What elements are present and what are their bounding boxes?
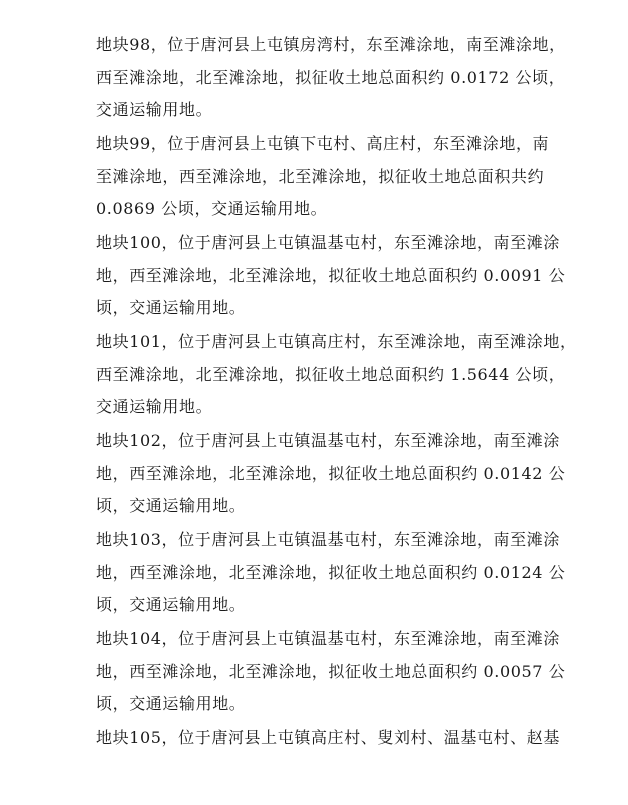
text-line: 地，西至滩涂地，北至滩涂地，拟征收土地总面积约 0.0124 公 (96, 563, 566, 582)
text-line: 地块101，位于唐河县上屯镇高庄村，东至滩涂地，南至滩涂地， (96, 332, 577, 351)
text-line: 顷，交通运输用地。 (96, 595, 246, 614)
parcel-paragraph-103 (96, 523, 566, 620)
text-line: 地，西至滩涂地，北至滩涂地，拟征收土地总面积约 0.0057 公 (96, 662, 566, 681)
text-line: 地块104，位于唐河县上屯镇温基屯村，东至滩涂地，南至滩涂 (96, 629, 560, 648)
text-line: 地块103，位于唐河县上屯镇温基屯村，东至滩涂地，南至滩涂 (96, 530, 560, 549)
text-line: 顷，交通运输用地。 (96, 496, 246, 515)
text-line: 西至滩涂地，北至滩涂地，拟征收土地总面积约 0.0172 公顷， (96, 68, 566, 87)
text-line: 地块100，位于唐河县上屯镇温基屯村，东至滩涂地，南至滩涂 (96, 233, 560, 252)
text-line: 地块102，位于唐河县上屯镇温基屯村，东至滩涂地，南至滩涂 (96, 431, 560, 450)
text-line: 西至滩涂地，北至滩涂地，拟征收土地总面积约 1.5644 公顷， (96, 365, 566, 384)
parcel-paragraph-100 (96, 226, 566, 323)
text-line: 地，西至滩涂地，北至滩涂地，拟征收土地总面积约 0.0091 公 (96, 266, 566, 285)
parcel-paragraph-98 (96, 28, 566, 125)
parcel-paragraph-102 (96, 424, 566, 521)
text-line: 地块105，位于唐河县上屯镇高庄村、叟刘村、温基屯村、赵基 (96, 728, 560, 747)
parcel-paragraph-101 (96, 325, 577, 422)
text-line: 交通运输用地。 (96, 397, 213, 416)
text-line: 交通运输用地。 (96, 100, 213, 119)
parcel-paragraph-99 (96, 127, 550, 224)
document-body (96, 28, 577, 756)
text-line: 地块99，位于唐河县上屯镇下屯村、高庄村，东至滩涂地，南 (96, 134, 550, 153)
text-line: 0.0869 公顷，交通运输用地。 (96, 199, 328, 218)
text-line: 至滩涂地，西至滩涂地，北至滩涂地，拟征收土地总面积共约 (96, 167, 545, 186)
text-line: 地，西至滩涂地，北至滩涂地，拟征收土地总面积约 0.0142 公 (96, 464, 566, 483)
parcel-paragraph-105 (96, 721, 560, 754)
parcel-paragraph-104 (96, 622, 566, 719)
text-line: 顷，交通运输用地。 (96, 298, 246, 317)
text-line: 顷，交通运输用地。 (96, 694, 246, 713)
text-line: 地块98，位于唐河县上屯镇房湾村，东至滩涂地，南至滩涂地， (96, 35, 566, 54)
